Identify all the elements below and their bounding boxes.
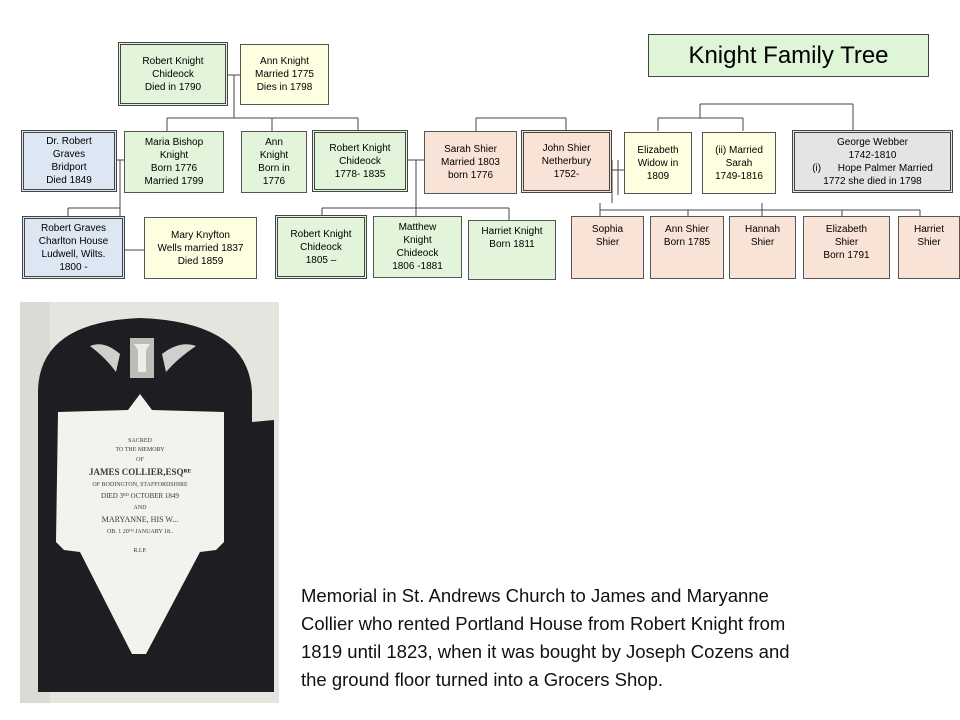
person-sarah-shier[interactable] xyxy=(424,131,517,194)
person-dr-robert-graves[interactable] xyxy=(21,130,117,192)
person-ii-married-sarah[interactable] xyxy=(702,132,776,194)
person-line: Matthew xyxy=(398,222,437,233)
person-line: 1752- xyxy=(553,169,580,180)
person-line: Died in 1790 xyxy=(144,81,202,93)
person-line: Dies in 1798 xyxy=(256,82,313,93)
person-sophia-shier[interactable] xyxy=(571,216,644,279)
inscription-line: OF xyxy=(136,457,144,463)
person-line: Robert Knight xyxy=(329,142,391,154)
person-line: Chideock xyxy=(152,68,194,80)
person-line: Ann Knight xyxy=(260,56,309,67)
inscription-line: OF BODINGTON, STAFFORDSHIRE xyxy=(92,482,188,488)
person-line: Maria Bishop xyxy=(144,137,204,148)
caption-line: 1819 until 1823, when it was bought by Joseph Cozens and xyxy=(301,641,790,662)
person-maria-bishop-knight[interactable] xyxy=(124,131,224,193)
person-elizabeth-widow[interactable] xyxy=(624,132,692,194)
person-line: Sarah Shier xyxy=(444,144,497,155)
person-george-webber[interactable] xyxy=(792,130,953,193)
memorial-caption xyxy=(301,582,901,694)
person-ann-knight-1775[interactable] xyxy=(240,44,329,105)
person-line: George Webber xyxy=(837,136,908,148)
person-line: 1806 -1881 xyxy=(392,261,443,272)
person-line: Shier xyxy=(750,237,775,248)
person-elizabeth-shier[interactable] xyxy=(803,216,890,279)
person-line: Harriet Knight xyxy=(481,226,543,237)
person-line: Born 1791 xyxy=(823,250,870,261)
memorial-photo xyxy=(20,302,279,703)
inscription-line: DIED 3ᴿᴰ OCTOBER 1849 xyxy=(101,492,179,500)
page-title: Knight Family Tree xyxy=(648,34,929,77)
caption-line: Memorial in St. Andrews Church to James and Maryanne xyxy=(301,585,769,606)
person-line: 1778- 1835 xyxy=(334,168,386,180)
caption-line: the ground floor turned into a Grocers Shop. xyxy=(301,669,663,690)
person-line: 1776 xyxy=(262,176,286,187)
person-ann-knight-1776[interactable] xyxy=(241,131,307,193)
person-harriet-shier[interactable] xyxy=(898,216,960,279)
inscription-line: SACRED xyxy=(128,438,152,444)
person-line: 1800 - xyxy=(59,261,88,273)
person-line: Elizabeth xyxy=(825,224,868,235)
person-line: Born in xyxy=(258,163,290,174)
person-line: Knight xyxy=(159,150,189,161)
person-line: John Shier xyxy=(542,143,591,154)
caption-line: Collier who rented Portland House from Robert Knight from xyxy=(301,613,786,634)
person-line: Chideock xyxy=(396,248,439,259)
person-line: Harriet xyxy=(913,224,944,235)
person-line: Robert Graves xyxy=(40,222,107,234)
person-line: Shier xyxy=(834,237,859,248)
person-line: Died 1849 xyxy=(46,175,92,186)
person-line: Married 1803 xyxy=(441,157,500,168)
person-line: Married 1775 xyxy=(255,69,314,80)
person-robert-graves-1800[interactable] xyxy=(22,216,125,279)
person-line: Netherbury xyxy=(541,156,592,167)
person-line: Graves xyxy=(52,149,86,160)
person-line: Married 1799 xyxy=(144,176,204,187)
person-john-shier[interactable] xyxy=(521,130,612,193)
inscription-line: JAMES COLLIER,ESQᴿᴱ xyxy=(88,467,192,477)
person-line: (ii) Married xyxy=(715,144,763,156)
person-matthew-knight[interactable] xyxy=(373,216,462,278)
inscription-line: AND xyxy=(133,505,147,511)
person-robert-knight-1805[interactable] xyxy=(275,215,367,279)
memorial-plaque-image xyxy=(20,302,279,703)
person-mary-knyfton[interactable] xyxy=(144,217,257,279)
person-line: 1805 – xyxy=(305,254,337,266)
person-line: Robert Knight xyxy=(290,228,352,240)
person-line: Hannah xyxy=(744,224,781,235)
person-line: Knight xyxy=(403,235,432,246)
person-ann-shier[interactable] xyxy=(650,216,724,279)
person-line: Shier xyxy=(917,237,941,248)
person-line: Born 1811 xyxy=(489,239,535,250)
person-line: (i) Hope Palmer Married xyxy=(812,162,933,174)
inscription-line: OB. 1 20ᵀᴴ JANUARY 18.. xyxy=(106,529,174,535)
inscription-line: R.I.P. xyxy=(133,548,147,554)
person-hannah-shier[interactable] xyxy=(729,216,796,279)
person-line: Ann Shier xyxy=(665,224,709,235)
person-line: Sophia xyxy=(591,224,624,235)
person-line: Born 1776 xyxy=(150,163,198,174)
person-line: Wells married 1837 xyxy=(157,242,244,254)
person-line: Widow in xyxy=(637,157,679,169)
person-line: Chideock xyxy=(300,241,342,253)
person-line: Dr. Robert xyxy=(46,136,92,147)
person-line: Elizabeth xyxy=(637,144,679,156)
person-line: Bridport xyxy=(51,162,87,173)
person-line: 1809 xyxy=(646,170,670,182)
person-line: 1749-1816 xyxy=(715,170,763,182)
person-line: Robert Knight xyxy=(142,55,204,67)
person-line: 1772 she died in 1798 xyxy=(823,175,922,187)
person-robert-knight-1790[interactable] xyxy=(118,42,228,106)
person-line: Shier xyxy=(595,237,620,248)
person-robert-knight-1778[interactable] xyxy=(312,130,408,192)
inscription-line: MARYANNE, HIS W... xyxy=(101,515,179,524)
person-line: Mary Knyfton xyxy=(171,229,230,241)
person-line: Knight xyxy=(259,150,289,161)
inscription-line: TO THE MEMORY xyxy=(115,447,165,453)
person-line: Sarah xyxy=(725,157,753,169)
person-harriet-knight[interactable] xyxy=(468,220,556,280)
person-line: Ludwell, Wilts. xyxy=(41,248,106,260)
person-line: Charlton House xyxy=(38,235,109,247)
person-line: Born 1785 xyxy=(663,237,711,248)
person-line: 1742-1810 xyxy=(848,149,897,161)
person-line: born 1776 xyxy=(447,170,494,181)
person-line: Ann xyxy=(265,137,283,148)
person-line: Died 1859 xyxy=(177,255,224,267)
person-line: Chideock xyxy=(339,155,381,167)
